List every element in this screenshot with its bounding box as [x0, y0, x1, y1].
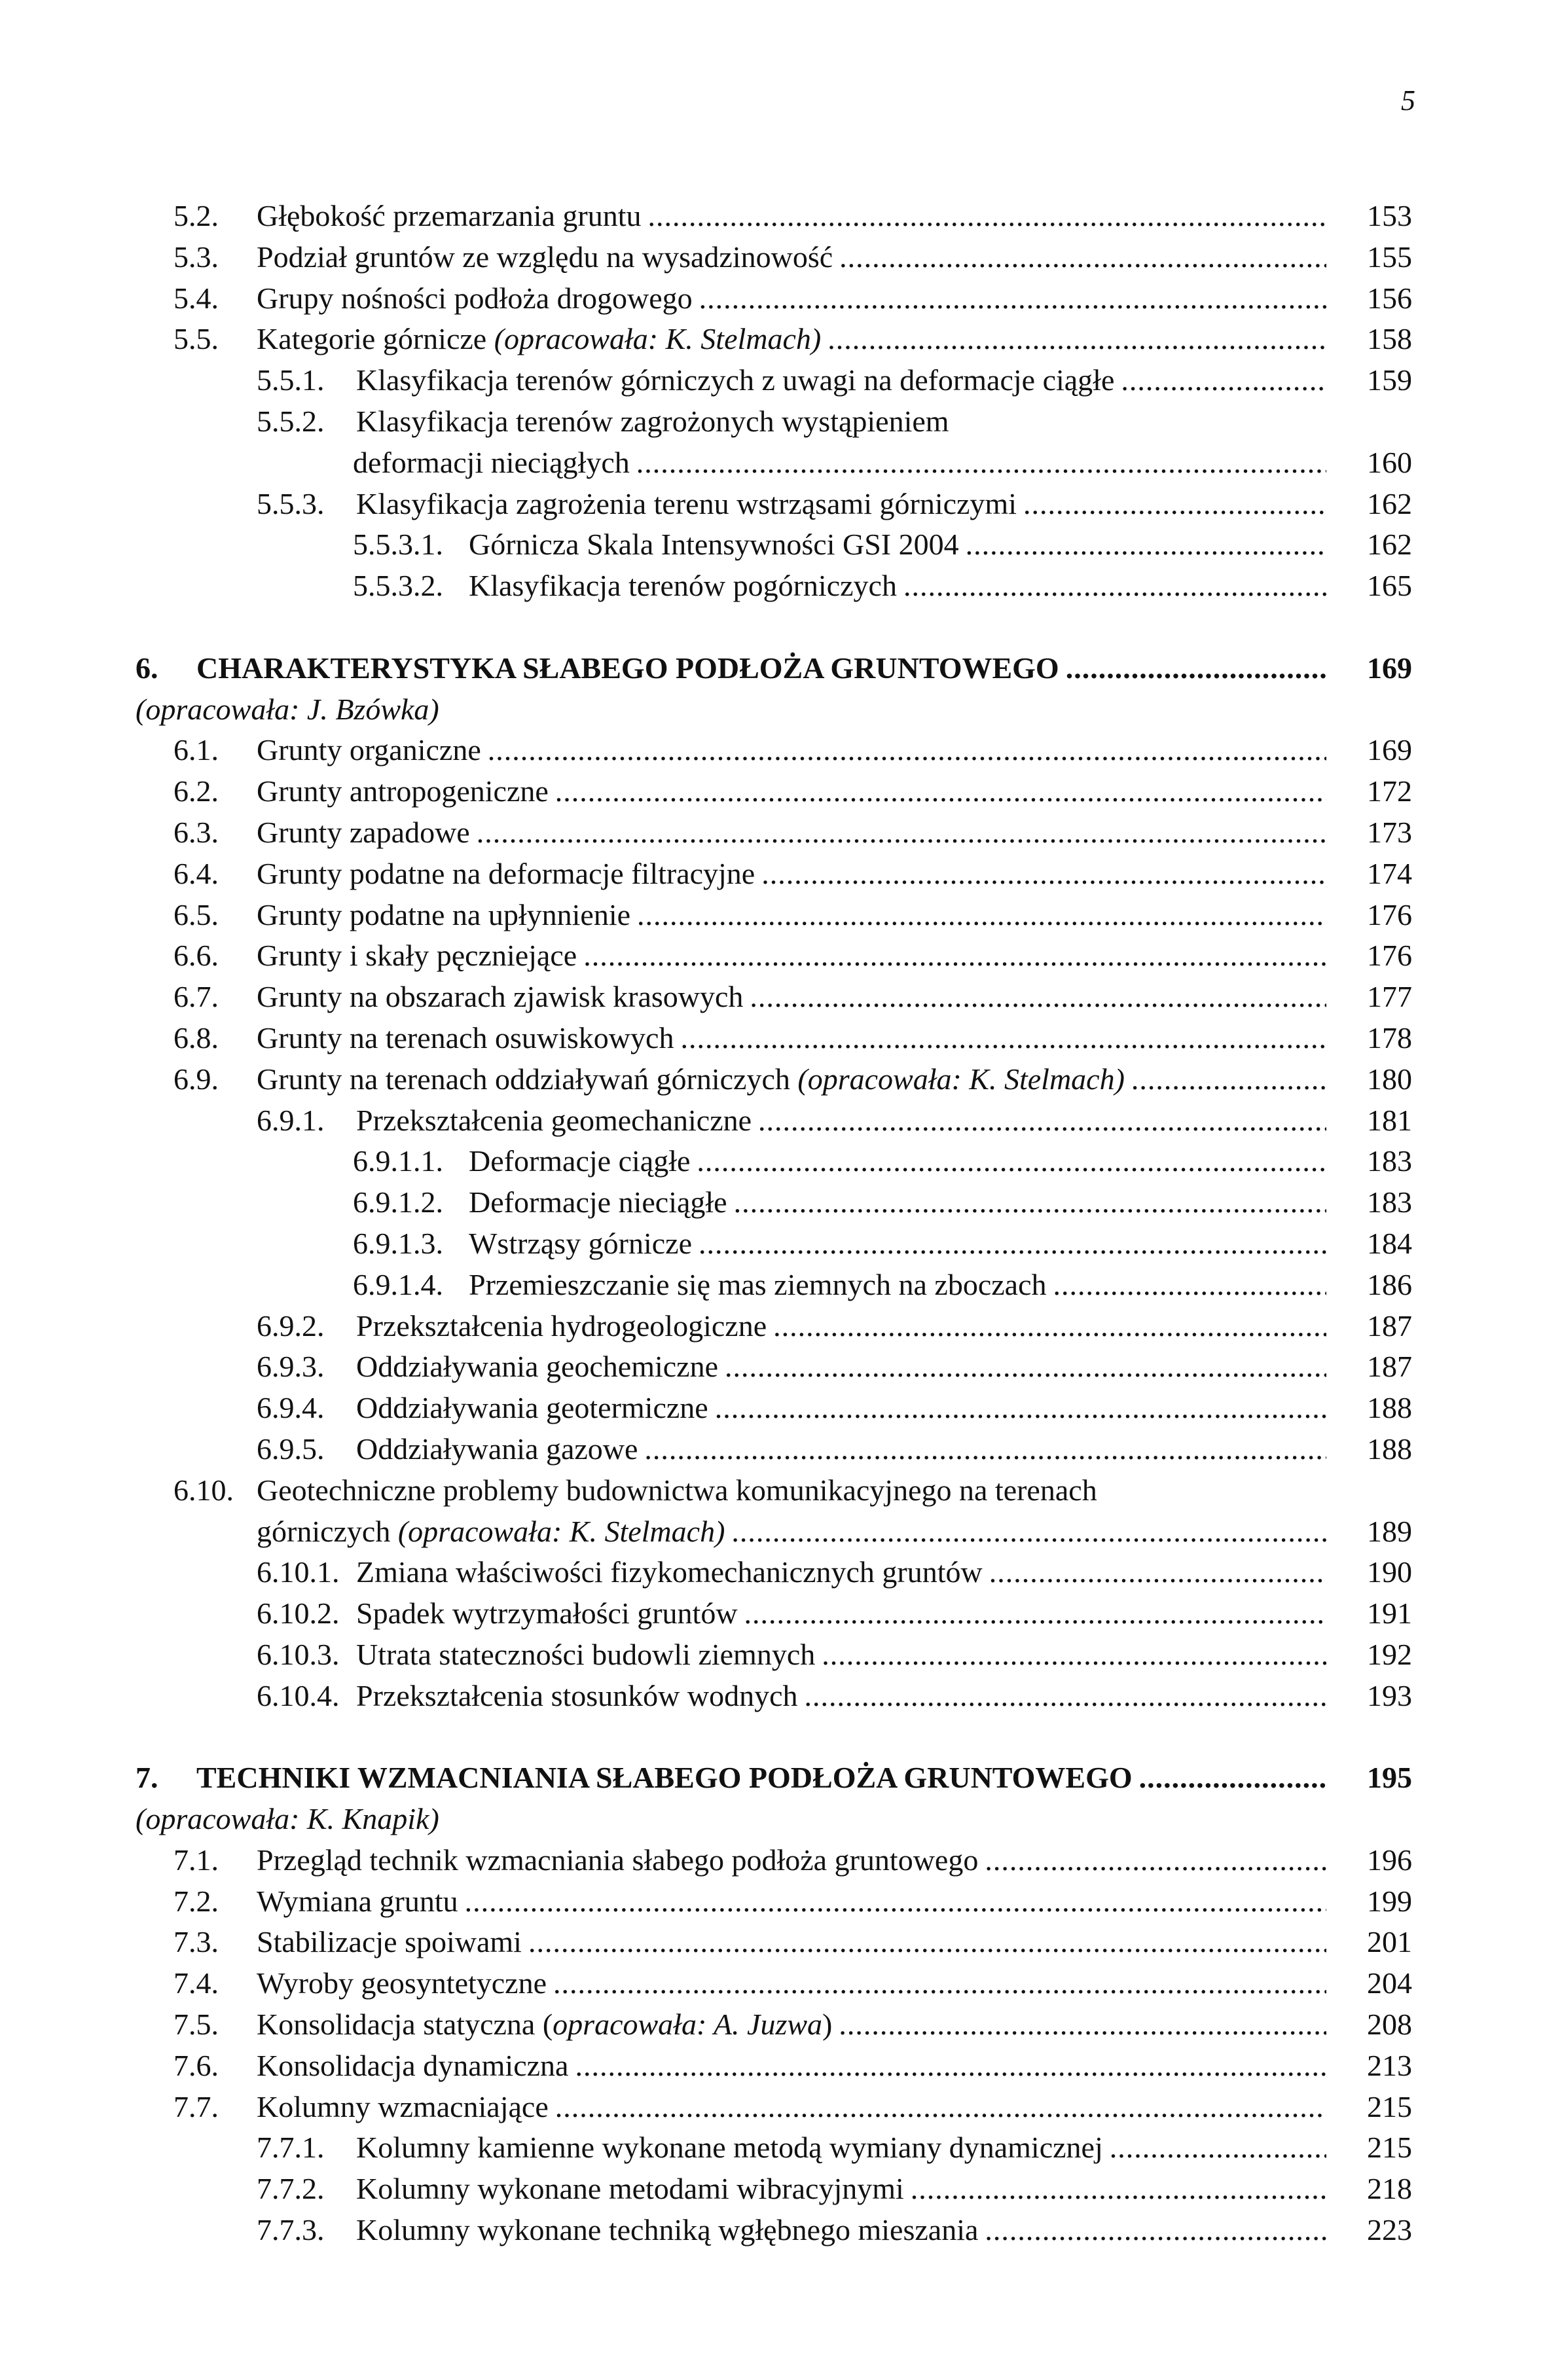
- entry-title-text: Deformacje ciągłe: [469, 1144, 691, 1178]
- page-ref: 223: [1367, 2213, 1412, 2247]
- entry-title: [356, 1676, 798, 1717]
- page-ref: 155: [1367, 240, 1412, 274]
- toc-entry: [0, 1922, 1545, 1963]
- entry-number: 6.6.: [173, 939, 219, 973]
- dot-leader: [989, 1552, 1326, 1593]
- dot-leader: [1053, 1265, 1327, 1306]
- entry-number: 6.7.: [173, 980, 219, 1014]
- entry-title-text: Spadek wytrzymałości gruntów: [356, 1596, 738, 1631]
- dot-leader: [985, 1840, 1326, 1881]
- entry-number: 7.7.: [173, 2089, 219, 2123]
- entry-title: [257, 1922, 522, 1963]
- dot-leader: [699, 1223, 1326, 1265]
- dot-leader: [903, 566, 1326, 607]
- page-ref: 162: [1367, 486, 1412, 520]
- page-ref: 156: [1367, 281, 1412, 315]
- dot-leader: [773, 1306, 1326, 1347]
- entry-number: 6.9.1.: [257, 1103, 325, 1137]
- entry-title-text: Przekształcenia hydrogeologiczne: [356, 1308, 767, 1343]
- entry-title: [257, 2004, 832, 2046]
- entry-title-text: Podział gruntów ze względu na wysadzinowość: [257, 240, 833, 274]
- toc-entry: [0, 319, 1545, 360]
- toc-entry: [0, 812, 1545, 854]
- entry-title: [356, 2169, 904, 2210]
- page-ref: 187: [1367, 1308, 1412, 1343]
- entry-title-text: Kolumny kamienne wykonane metodą wymiany dynamicznej: [356, 2131, 1103, 2165]
- entry-title-text: CHARAKTERYSTYKA SŁABEGO PODŁOŻA GRUNTOWEGO: [196, 651, 1059, 685]
- page-ref: 169: [1367, 651, 1412, 685]
- entry-number: 5.5.3.: [257, 486, 325, 520]
- entry-author: (opracowała: K. Stelmach): [494, 322, 822, 356]
- page-ref: 193: [1367, 1678, 1412, 1712]
- page-ref: 195: [1367, 1761, 1412, 1795]
- toc-entry: [0, 278, 1545, 319]
- page-ref: 188: [1367, 1432, 1412, 1466]
- toc-entry: [0, 1346, 1545, 1388]
- entry-title: [257, 854, 755, 895]
- toc-entry: [0, 1223, 1545, 1265]
- dot-leader: [553, 1963, 1326, 2004]
- dot-leader: [911, 2169, 1326, 2210]
- entry-title: [257, 1511, 725, 1553]
- entry-number: 6.2.: [173, 774, 219, 808]
- entry-title-text: Wyroby geosyntetyczne: [257, 1966, 547, 2000]
- page-ref: 177: [1367, 980, 1412, 1014]
- page-ref: 183: [1367, 1185, 1412, 1219]
- entry-title: [257, 812, 470, 854]
- toc-entry: [0, 2087, 1545, 2128]
- dot-leader: [734, 1182, 1326, 1223]
- entry-number: 7.7.2.: [257, 2172, 325, 2206]
- page-ref: 176: [1367, 939, 1412, 973]
- page-ref: 196: [1367, 1843, 1412, 1877]
- toc-entry: [0, 689, 1545, 730]
- entry-title: [356, 484, 1017, 525]
- toc-entry: [0, 977, 1545, 1018]
- toc-entry: [0, 2210, 1545, 2251]
- entry-title-text: Konsolidacja statyczna (: [257, 2008, 553, 2042]
- dot-leader: [637, 895, 1326, 936]
- entry-title-text: Grunty na obszarach zjawisk krasowych: [257, 980, 744, 1014]
- entry-number: 6.9.1.2.: [353, 1185, 443, 1219]
- toc-entry: [0, 524, 1545, 566]
- entry-title: [356, 1306, 767, 1347]
- entry-number: 6.8.: [173, 1020, 219, 1055]
- entry-number: 6.10.3.: [257, 1637, 340, 1671]
- page-ref: 204: [1367, 1966, 1412, 2000]
- page-ref: 215: [1367, 2089, 1412, 2123]
- entry-title: [257, 2087, 549, 2128]
- entry-title-text: Przemieszczanie się mas ziemnych na zboczach: [469, 1267, 1047, 1301]
- page-ref: 213: [1367, 2048, 1412, 2082]
- toc-entry: [0, 1182, 1545, 1223]
- dot-leader: [648, 196, 1326, 237]
- toc-entry: [0, 401, 1545, 442]
- toc-entry: [0, 1429, 1545, 1470]
- page-ref: 201: [1367, 1925, 1412, 1959]
- entry-title: [356, 1593, 738, 1634]
- entry-title: [196, 648, 1059, 689]
- entry-number: 7.2.: [173, 1884, 219, 1918]
- entry-title: [356, 401, 949, 442]
- entry-number: 6.1.: [173, 733, 219, 767]
- entry-title: [356, 1429, 638, 1470]
- entry-title-text: Klasyfikacja terenów górniczych z uwagi na deformacje ciągłe: [356, 363, 1115, 397]
- dot-leader: [725, 1346, 1326, 1388]
- entry-title: [257, 977, 743, 1018]
- entry-title: [469, 1223, 692, 1265]
- page-ref: 160: [1367, 445, 1412, 479]
- entry-title-text: Kolumny wzmacniające: [257, 2089, 549, 2123]
- toc-entry: [0, 2169, 1545, 2210]
- entry-number: 5.5.3.1.: [353, 528, 443, 562]
- dot-leader: [1110, 2127, 1326, 2169]
- page-ref: 158: [1367, 322, 1412, 356]
- dot-leader: [827, 319, 1326, 360]
- entry-title: [257, 237, 833, 278]
- entry-number: 6.9.1.4.: [353, 1267, 443, 1301]
- toc-entry: [0, 1306, 1545, 1347]
- toc-entry: [0, 935, 1545, 977]
- entry-title: [257, 1059, 1125, 1100]
- toc-chapter-entry: [0, 648, 1545, 689]
- table-of-contents: [0, 196, 1545, 2251]
- entry-title-text: Oddziaływania gazowe: [356, 1432, 638, 1466]
- page-ref: 184: [1367, 1226, 1412, 1260]
- entry-title-text: Wstrząsy górnicze: [469, 1226, 693, 1260]
- toc-entry: [0, 237, 1545, 278]
- entry-number: 7.3.: [173, 1925, 219, 1959]
- page-ref: 187: [1367, 1350, 1412, 1384]
- toc-entry: [0, 2004, 1545, 2046]
- entry-number: 6.10.2.: [257, 1596, 340, 1631]
- entry-title-text: Głębokość przemarzania gruntu: [257, 199, 642, 232]
- entry-number: 6.10.1.: [257, 1555, 340, 1589]
- dot-leader: [822, 1634, 1326, 1676]
- page-ref: 174: [1367, 856, 1412, 890]
- entry-title: [136, 1799, 439, 1840]
- entry-number: 6.9.1.3.: [353, 1226, 443, 1260]
- dot-leader: [636, 442, 1326, 484]
- entry-number: 6.5.: [173, 897, 219, 931]
- page-ref: 208: [1367, 2008, 1412, 2042]
- entry-title: [356, 1634, 815, 1676]
- entry-title-text: Geotechniczne problemy budownictwa komunikacyjnego na terenach: [257, 1473, 1097, 1507]
- dot-leader: [805, 1676, 1326, 1717]
- entry-number: 5.5.2.: [257, 404, 325, 438]
- entry-number: 7.: [136, 1761, 158, 1795]
- entry-title-text: Kolumny wykonane metodami wibracyjnymi: [356, 2172, 904, 2206]
- entry-title-text: TECHNIKI WZMACNIANIA SŁABEGO PODŁOŻA GRUNTOWEGO: [196, 1761, 1133, 1795]
- spacer: [0, 1716, 1545, 1758]
- entry-title: [356, 1346, 718, 1388]
- toc-entry: [0, 196, 1545, 237]
- entry-title: [469, 1265, 1047, 1306]
- page-ref: 218: [1367, 2172, 1412, 2206]
- entry-title-text: Górnicza Skala Intensywności GSI 2004: [469, 528, 959, 562]
- entry-title: [257, 1018, 674, 1059]
- entry-number: 5.4.: [173, 281, 219, 315]
- page-ref: 172: [1367, 774, 1412, 808]
- entry-title: [257, 1840, 978, 1881]
- page-ref: 159: [1367, 363, 1412, 397]
- entry-number: 7.7.3.: [257, 2213, 325, 2247]
- toc-entry: [0, 1059, 1545, 1100]
- dot-leader: [1139, 1758, 1326, 1799]
- toc-entry: [0, 566, 1545, 607]
- entry-title: [356, 2127, 1103, 2169]
- toc-entry: [0, 2127, 1545, 2169]
- dot-leader: [528, 1922, 1326, 1963]
- toc-entry: [0, 730, 1545, 771]
- toc-entry: [0, 1552, 1545, 1593]
- page-ref: 153: [1367, 199, 1412, 232]
- entry-number: 6.9.: [173, 1062, 219, 1096]
- dot-leader: [488, 730, 1326, 771]
- dot-leader: [985, 2210, 1326, 2251]
- entry-title-text: Oddziaływania geochemiczne: [356, 1350, 719, 1384]
- entry-title-text: Grunty zapadowe: [257, 815, 470, 849]
- entry-title-text: Grunty antropogeniczne: [257, 774, 549, 808]
- spacer: [0, 607, 1545, 648]
- entry-title-text: Zmiana właściwości fizykomechanicznych gruntów: [356, 1555, 983, 1589]
- entry-title-text: Kategorie górnicze: [257, 322, 494, 356]
- entry-title: [356, 1100, 752, 1142]
- toc-entry: [0, 360, 1545, 401]
- entry-title: [136, 689, 439, 730]
- page-number: 5: [1401, 84, 1415, 117]
- entry-number: 5.5.: [173, 322, 219, 356]
- page-ref: 192: [1367, 1637, 1412, 1671]
- entry-title: [356, 1388, 708, 1429]
- entry-title-text: Przegląd technik wzmacniania słabego podłoża gruntowego: [257, 1843, 979, 1877]
- entry-number: 6.10.4.: [257, 1678, 340, 1712]
- entry-title-text: Konsolidacja dynamiczna: [257, 2048, 569, 2082]
- dot-leader: [477, 812, 1326, 854]
- toc-entry: [0, 1100, 1545, 1142]
- toc-entry: [0, 1141, 1545, 1182]
- dot-leader: [697, 1141, 1326, 1182]
- page-ref: 188: [1367, 1391, 1412, 1425]
- entry-author: (opracowała: K. Stelmach): [397, 1514, 725, 1548]
- page-ref: 162: [1367, 528, 1412, 562]
- entry-title-text: Grunty na terenach oddziaływań górniczych: [257, 1062, 798, 1096]
- dot-leader: [731, 1511, 1326, 1553]
- entry-title: [257, 771, 549, 812]
- entry-title-text: Stabilizacje spoiwami: [257, 1925, 522, 1959]
- page-ref: 181: [1367, 1103, 1412, 1137]
- entry-title: [356, 360, 1114, 401]
- entry-title-text: deformacji nieciągłych: [353, 445, 630, 479]
- entry-number: 6.: [136, 651, 158, 685]
- entry-title: [353, 442, 630, 484]
- entry-title: [257, 935, 577, 977]
- entry-number: 7.4.: [173, 1966, 219, 2000]
- entry-title-text: Klasyfikacja zagrożenia terenu wstrząsami górniczymi: [356, 486, 1017, 520]
- page-ref: 180: [1367, 1062, 1412, 1096]
- entry-number: 6.4.: [173, 856, 219, 890]
- entry-title-text: Grunty organiczne: [257, 733, 481, 767]
- entry-title-text: Deformacje nieciągłe: [469, 1185, 727, 1219]
- entry-title: [469, 524, 959, 566]
- entry-number: 7.1.: [173, 1843, 219, 1877]
- entry-number: 6.9.3.: [257, 1350, 325, 1384]
- dot-leader: [750, 977, 1326, 1018]
- dot-leader: [1023, 484, 1326, 525]
- entry-author: opracowała: A. Juzwa: [553, 2008, 823, 2042]
- page-ref: 186: [1367, 1267, 1412, 1301]
- entry-title-text: Grunty i skały pęczniejące: [257, 939, 577, 973]
- dot-leader: [966, 524, 1326, 566]
- entry-title-text: górniczych: [257, 1514, 398, 1548]
- toc-entry: [0, 1018, 1545, 1059]
- entry-title-text: Wymiana gruntu: [257, 1884, 458, 1918]
- entry-number: 5.5.1.: [257, 363, 325, 397]
- entry-number: 7.7.1.: [257, 2131, 325, 2165]
- toc-entry: [0, 1511, 1545, 1553]
- dot-leader: [839, 237, 1326, 278]
- page-ref: 165: [1367, 569, 1412, 603]
- entry-number: 6.9.5.: [257, 1432, 325, 1466]
- entry-author: (opracowała: K. Stelmach): [797, 1062, 1125, 1096]
- toc-entry: [0, 1799, 1545, 1840]
- entry-title-text: Klasyfikacja terenów pogórniczych: [469, 569, 897, 603]
- toc-entry: [0, 1388, 1545, 1429]
- toc-entry: [0, 1963, 1545, 2004]
- toc-entry: [0, 1676, 1545, 1717]
- entry-number: 5.2.: [173, 199, 219, 232]
- toc-entry: [0, 895, 1545, 936]
- toc-entry: [0, 1265, 1545, 1306]
- dot-leader: [644, 1429, 1326, 1470]
- entry-title-text: Grupy nośności podłoża drogowego: [257, 281, 693, 315]
- entry-title: [257, 1470, 1097, 1511]
- entry-number: 6.9.1.1.: [353, 1144, 443, 1178]
- dot-leader: [680, 1018, 1326, 1059]
- entry-title-text: Grunty podatne na upłynnienie: [257, 897, 631, 931]
- page-ref: 190: [1367, 1555, 1412, 1589]
- toc-entry: [0, 1634, 1545, 1676]
- dot-leader: [465, 1881, 1326, 1922]
- entry-title: [356, 1552, 983, 1593]
- page-ref: 176: [1367, 897, 1412, 931]
- page-ref: 189: [1367, 1514, 1412, 1548]
- dot-leader: [758, 1100, 1326, 1142]
- entry-title: [469, 566, 897, 607]
- page-ref: 199: [1367, 1884, 1412, 1918]
- toc-entry: [0, 1593, 1545, 1634]
- entry-title: [257, 2046, 568, 2087]
- dot-leader: [575, 2046, 1326, 2087]
- toc-entry: [0, 442, 1545, 484]
- dot-leader: [1121, 360, 1326, 401]
- page-ref: 169: [1367, 733, 1412, 767]
- entry-number: 6.3.: [173, 815, 219, 849]
- dot-leader: [761, 854, 1326, 895]
- entry-title: [469, 1141, 690, 1182]
- entry-title: [257, 1963, 547, 2004]
- dot-leader: [715, 1388, 1326, 1429]
- entry-title: [469, 1182, 727, 1223]
- dot-leader: [1066, 648, 1326, 689]
- entry-title-suffix: ): [822, 2008, 833, 2042]
- entry-author: (opracowała: K. Knapik): [136, 1802, 439, 1836]
- entry-title: [196, 1758, 1133, 1799]
- entry-title-text: Przekształcenia stosunków wodnych: [356, 1678, 798, 1712]
- page-ref: 173: [1367, 815, 1412, 849]
- page-ref: 178: [1367, 1020, 1412, 1055]
- entry-number: 5.5.3.2.: [353, 569, 443, 603]
- entry-title: [257, 319, 821, 360]
- entry-number: 7.6.: [173, 2048, 219, 2082]
- toc-chapter-entry: [0, 1758, 1545, 1799]
- entry-title: [257, 196, 642, 237]
- toc-entry: [0, 1840, 1545, 1881]
- toc-entry: [0, 771, 1545, 812]
- dot-leader: [839, 2004, 1326, 2046]
- page-ref: 183: [1367, 1144, 1412, 1178]
- entry-title-text: Utrata stateczności budowli ziemnych: [356, 1637, 816, 1671]
- entry-title-text: Grunty na terenach osuwiskowych: [257, 1020, 674, 1055]
- toc-entry: [0, 484, 1545, 525]
- entry-title-text: Grunty podatne na deformacje filtracyjne: [257, 856, 755, 890]
- entry-number: 6.9.2.: [257, 1308, 325, 1343]
- toc-entry: [0, 1470, 1545, 1511]
- entry-title-text: Klasyfikacja terenów zagrożonych wystąpieniem: [356, 404, 949, 438]
- dot-leader: [555, 2087, 1326, 2128]
- dot-leader: [1131, 1059, 1326, 1100]
- entry-title: [257, 730, 481, 771]
- entry-number: 6.10.: [173, 1473, 234, 1507]
- entry-title: [356, 2210, 978, 2251]
- entry-author: (opracowała: J. Bzówka): [136, 692, 439, 726]
- page-ref: 191: [1367, 1596, 1412, 1631]
- entry-number: 7.5.: [173, 2008, 219, 2042]
- entry-number: 6.9.4.: [257, 1391, 325, 1425]
- entry-title-text: Przekształcenia geomechaniczne: [356, 1103, 752, 1137]
- toc-entry: [0, 854, 1545, 895]
- entry-title: [257, 895, 630, 936]
- page-ref: 215: [1367, 2131, 1412, 2165]
- toc-entry: [0, 1881, 1545, 1922]
- dot-leader: [583, 935, 1326, 977]
- entry-title-text: Oddziaływania geotermiczne: [356, 1391, 708, 1425]
- entry-title: [257, 278, 693, 319]
- dot-leader: [699, 278, 1326, 319]
- entry-title-text: Kolumny wykonane techniką wgłębnego mieszania: [356, 2213, 979, 2247]
- dot-leader: [744, 1593, 1326, 1634]
- toc-entry: [0, 2046, 1545, 2087]
- dot-leader: [555, 771, 1326, 812]
- entry-number: 5.3.: [173, 240, 219, 274]
- entry-title: [257, 1881, 458, 1922]
